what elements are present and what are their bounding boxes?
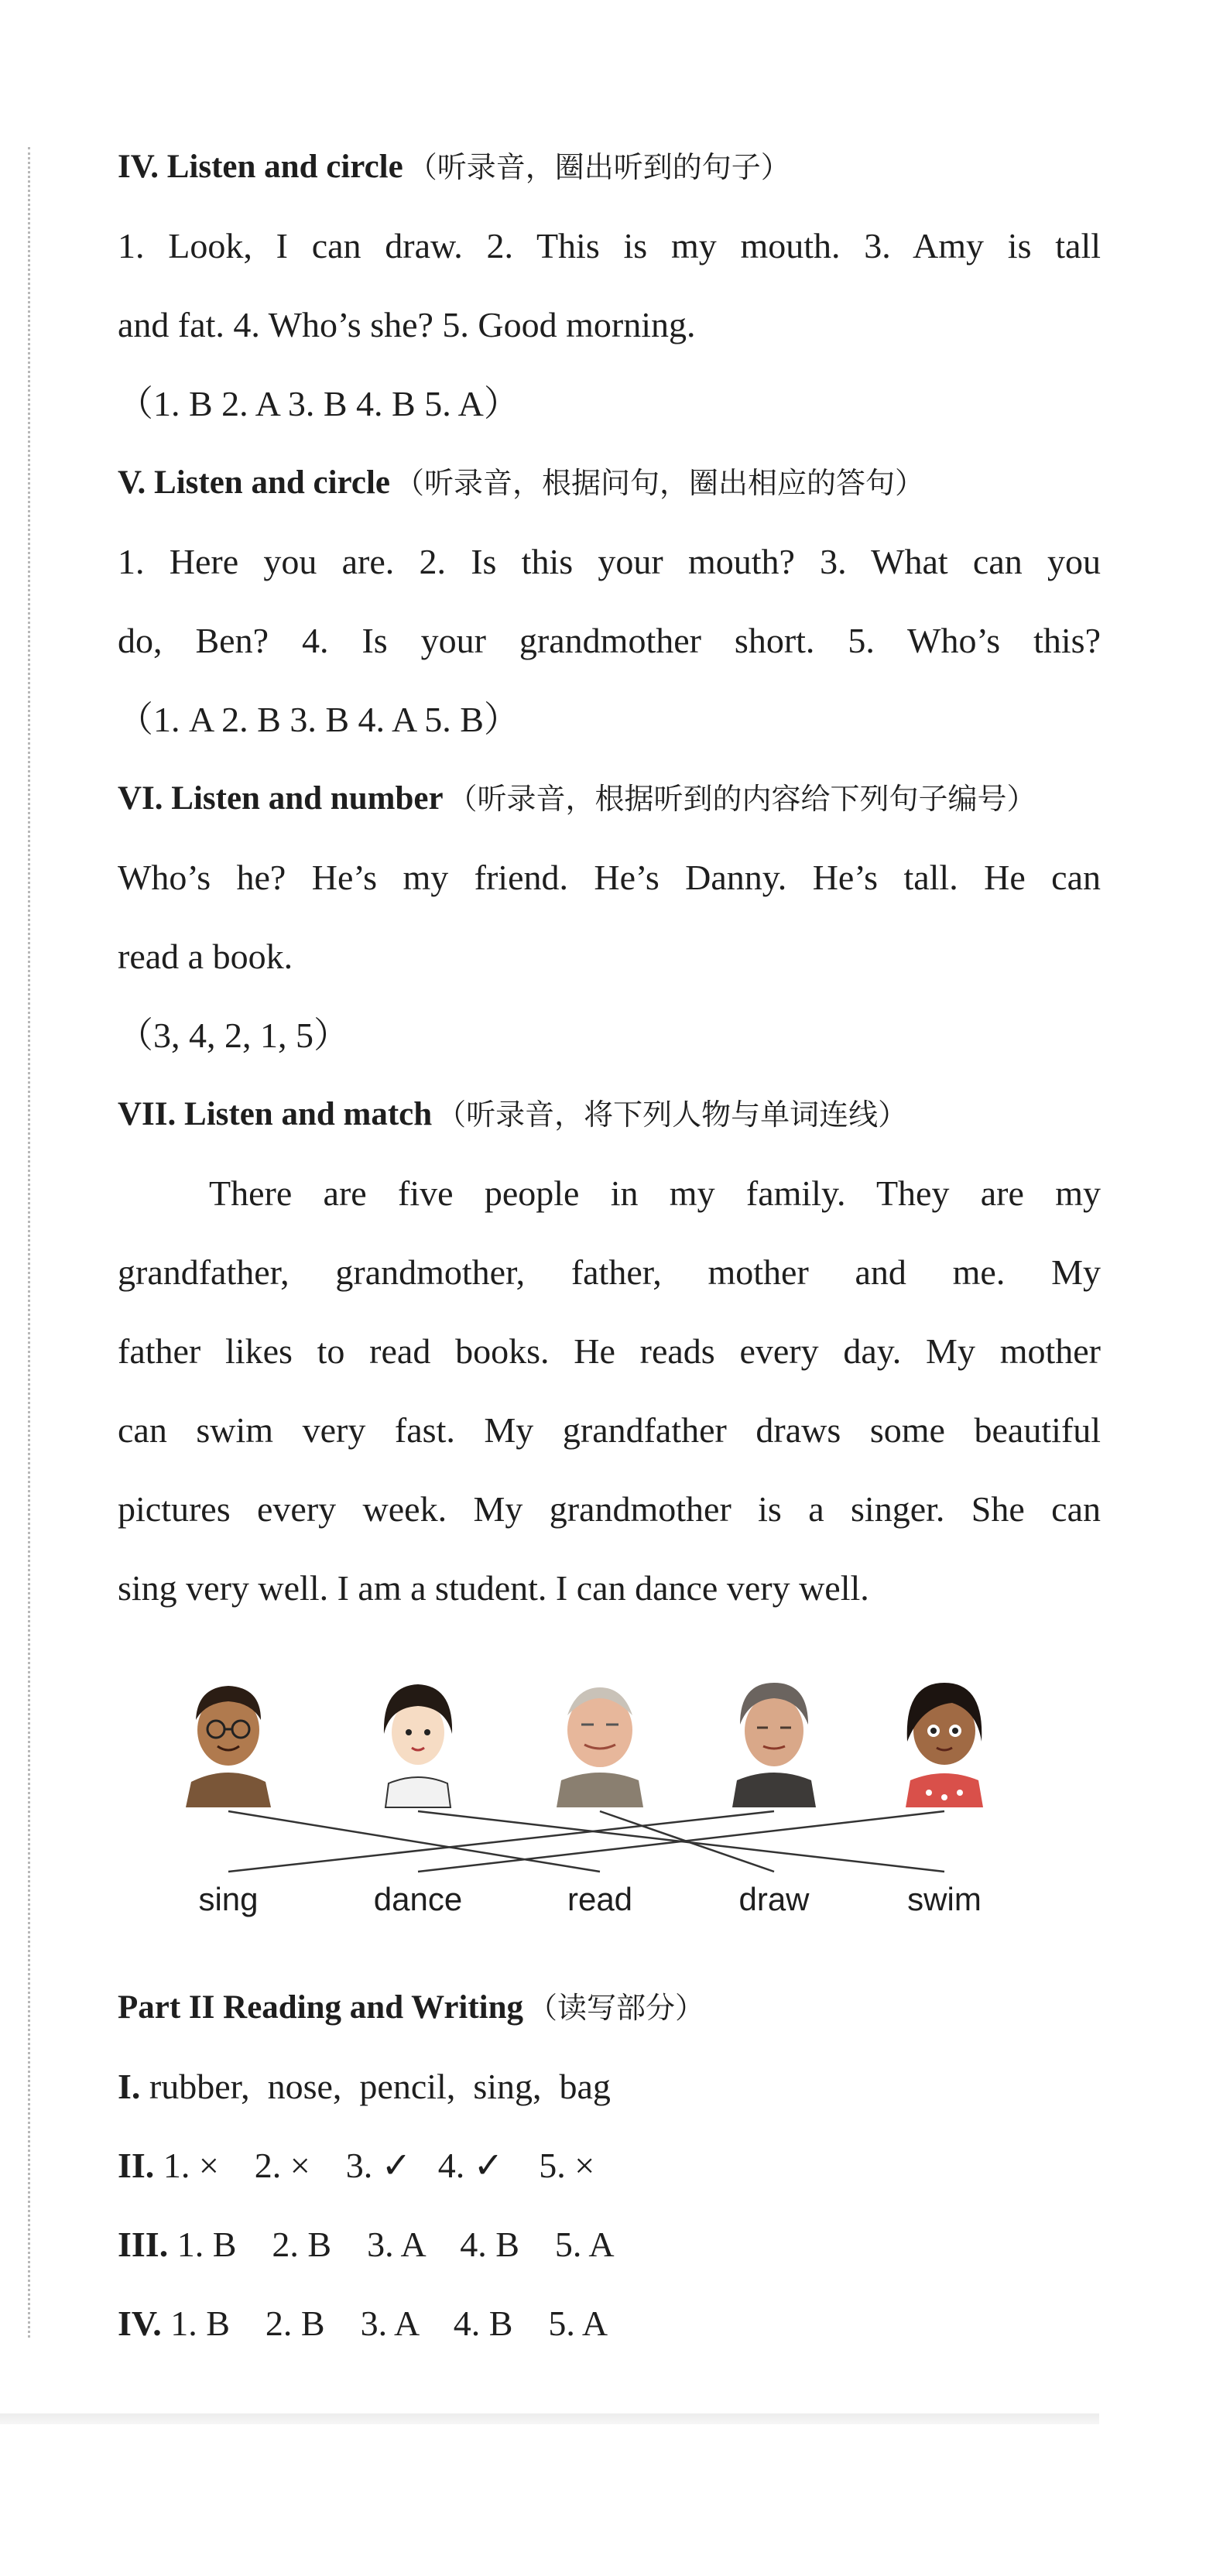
section-vii-heading: VII. Listen and match （听录音，将下列人物与单词连线） <box>118 1096 908 1132</box>
student-portrait <box>906 1683 983 1807</box>
grandmother-portrait <box>732 1683 816 1807</box>
mother-portrait <box>384 1684 452 1807</box>
section-vi-heading: VI. Listen and number （听录音，根据听到的内容给下列句子编号） <box>118 780 1036 817</box>
word-dance: dance <box>373 1881 463 1917</box>
section-iv-answers: （1. B 2. A 3. B 4. B 5. A） <box>118 384 519 423</box>
grandfather-portrait <box>557 1687 643 1807</box>
matching-figure <box>155 1664 1068 1920</box>
section-iv-heading: IV. Listen and circle （听录音，圈出听到的句子） <box>118 149 790 185</box>
match-line-father-read <box>228 1811 600 1872</box>
part-ii-heading: Part II Reading and Writing （读写部分） <box>118 1989 705 2026</box>
section-v-line-1: 1. Here you are. 2. Is this your mouth? 3. What can you <box>118 542 1101 581</box>
section-v-answers: （1. A 2. B 3. B 4. A 5. B） <box>118 700 519 739</box>
section-iv-line-1: 1. Look, I can draw. 2. This is my mouth. 3. Amy is tall <box>118 226 1101 265</box>
section-vi-line-2: read a book. <box>118 937 293 976</box>
margin-dotted-line <box>28 147 30 2338</box>
passage-line-2: grandfather, grandmother, father, mother and me. My <box>118 1252 1101 1292</box>
word-swim: swim <box>907 1881 982 1917</box>
word-sing: sing <box>198 1881 259 1917</box>
passage-line-5: pictures every week. My grandmother is a singer. She can <box>118 1489 1101 1529</box>
word-read: read <box>567 1881 633 1917</box>
part-ii-iv: IV. 1. B 2. B 3. A 4. B 5. A <box>118 2304 608 2343</box>
section-v-heading: V. Listen and circle （听录音，根据问句，圈出相应的答句） <box>118 464 924 501</box>
section-vi-answers: （3, 4, 2, 1, 5） <box>118 1016 349 1055</box>
passage-line-4: can swim very fast. My grandfather draws some beautiful <box>118 1410 1101 1450</box>
matching-lines <box>228 1811 944 1872</box>
passage-line-3: father likes to read books. He reads every day. My mother <box>118 1331 1101 1371</box>
section-iv-line-2: and fat. 4. Who’s she? 5. Good morning. <box>118 305 696 344</box>
part-ii-i: I. rubber, nose, pencil, sing, bag <box>118 2067 611 2106</box>
part-ii-iii: III. 1. B 2. B 3. A 4. B 5. A <box>118 2225 615 2264</box>
part-ii-ii: II. 1. × 2. × 3. ✓ 4. ✓ 5. × <box>118 2146 595 2185</box>
page-bottom-edge <box>0 2413 1099 2424</box>
word-draw: draw <box>738 1881 810 1917</box>
passage-line-6: sing very well. I am a student. I can dance very well. <box>118 1568 869 1608</box>
father-portrait <box>186 1686 271 1807</box>
section-vi-line-1: Who’s he? He’s my friend. He’s Danny. He’s tall. He can <box>118 858 1101 897</box>
section-v-line-2: do, Ben? 4. Is your grandmother short. 5. Who’s this? <box>118 621 1101 660</box>
passage-line-1: There are five people in my family. They are my <box>209 1173 1101 1213</box>
